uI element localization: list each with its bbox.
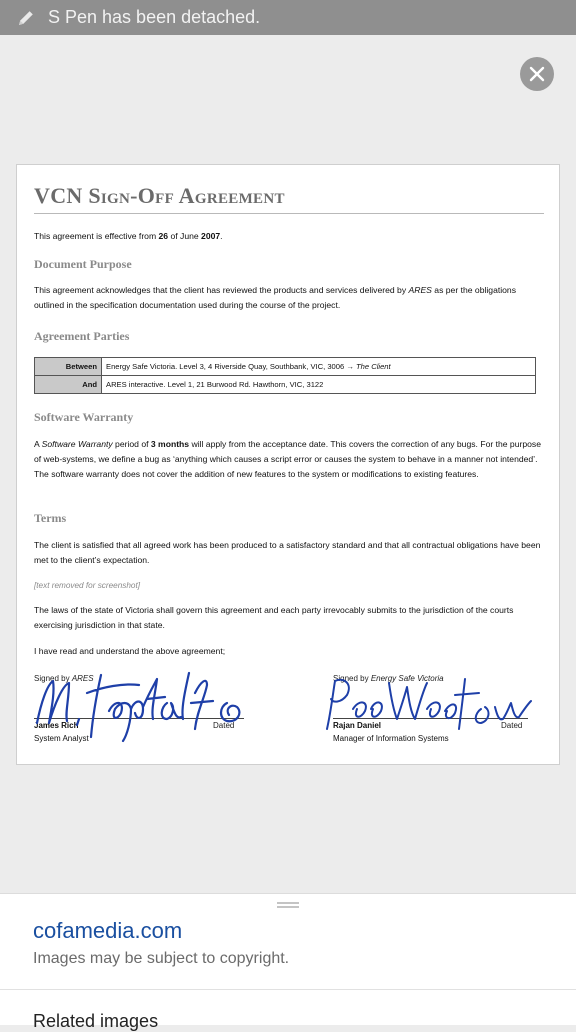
signed-by-label: Signed by ARES (34, 674, 94, 683)
signatory-role: System Analyst (34, 734, 89, 743)
warranty-heading: Software Warranty (34, 410, 134, 424)
acknowledgement-text: I have read and understand the above agreement; (34, 646, 226, 656)
signatory-name: Rajan Daniel (333, 721, 382, 730)
copyright-notice: Images may be subject to copyright. (33, 950, 290, 967)
status-message: S Pen has been detached. (48, 7, 261, 27)
document-image[interactable] (16, 164, 560, 765)
signatory-name: James Rich (34, 721, 79, 730)
warranty-text: A Software Warranty period of 3 months will apply from the acceptance date. This covers the correction of any bugs. For the purpose of web-systems, we define a bug as ‘anything which causes a script error or causes the system to behave in a manner not intended’. The software warranty does not cover the addition of new features to the system or modifications to existing features. (34, 439, 541, 479)
dated-label: Dated (501, 721, 523, 730)
parties-table (34, 357, 536, 394)
table-row (35, 376, 536, 394)
parties-heading: Agreement Parties (34, 329, 130, 343)
effective-line: This agreement is effective from 26 of June 2007. (34, 231, 223, 241)
signature-left (31, 663, 257, 743)
close-icon (529, 66, 545, 82)
laws-text: The laws of the state of Victoria shall govern this agreement and each party irrevocably submits to the jurisdiction of the courts exercising jurisdiction in that state. (34, 605, 514, 630)
purpose-heading: Document Purpose (34, 257, 132, 271)
panel-divider (0, 989, 576, 990)
removed-note: [text removed for screenshot] (34, 581, 141, 590)
related-images-heading: Related images (33, 1011, 159, 1031)
table-row (35, 358, 536, 376)
party-detail: ARES interactive. Level 1, 21 Burwood Rd. Hawthorn, VIC, 3122 (102, 376, 536, 394)
terms-heading: Terms (34, 511, 67, 525)
title-divider (34, 213, 544, 214)
party-detail: Energy Safe Victoria. Level 3, 4 Riverside Quay, Southbank, VIC, 3006 → The Client (102, 358, 536, 376)
party-label: Between (35, 358, 102, 376)
signatory-role: Manager of Information Systems (333, 734, 449, 743)
purpose-text: This agreement acknowledges that the client has reviewed the products and services delivered by ARES as per the obligations outlined in the specification documentation used during the course of the project. (34, 285, 517, 310)
status-bar (0, 0, 576, 35)
dated-label: Dated (213, 721, 235, 730)
terms-text: The client is satisfied that all agreed work has been produced to a satisfactory standard and that all contractual obligations have been met to the client’s expectation. (34, 540, 541, 565)
close-button[interactable] (520, 57, 554, 91)
party-label: And (35, 376, 102, 394)
signed-by-label: Signed by Energy Safe Victoria (333, 674, 444, 683)
signature-right (323, 669, 537, 739)
pencil-icon (16, 8, 36, 28)
drag-handle-icon[interactable] (277, 902, 299, 908)
document-title: VCN Sign-Off Agreement (34, 183, 285, 208)
source-link[interactable]: cofamedia.com (33, 918, 183, 943)
image-info-panel (0, 893, 576, 1031)
